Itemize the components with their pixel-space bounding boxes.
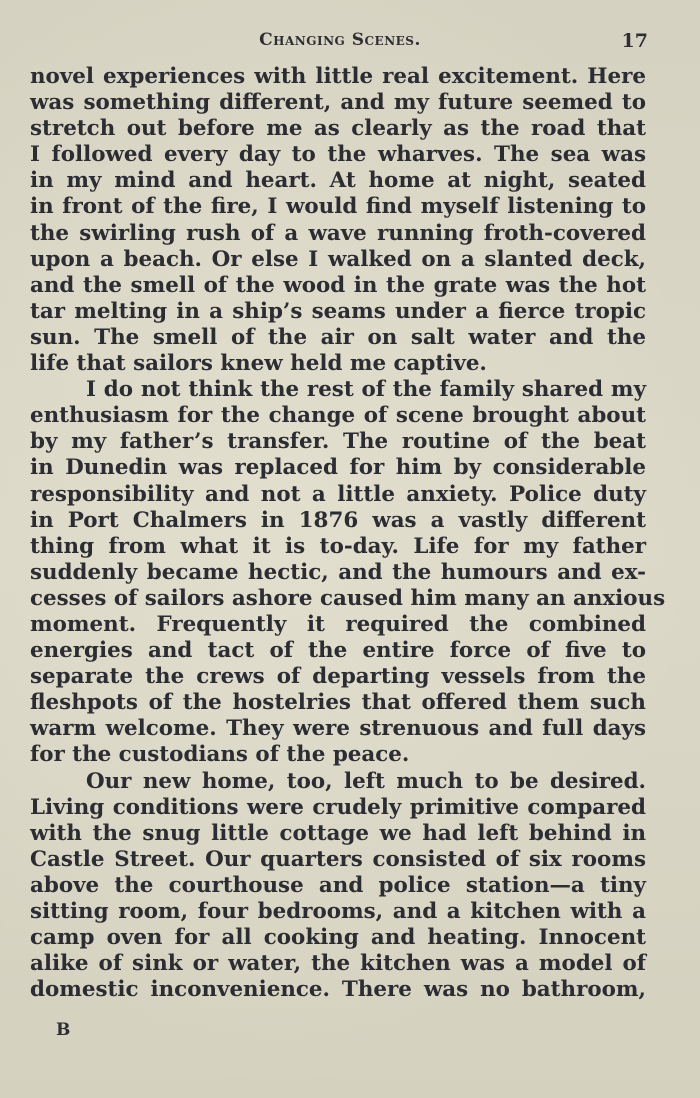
paragraph-start-line: Our new home, too, left much to be desired. <box>86 768 646 794</box>
text-line: separate the crews of departing vessels from the <box>30 664 646 690</box>
text-line: the swirling rush of a wave running froth-covered <box>30 220 646 246</box>
text-line: was something different, and my future seemed to <box>30 90 646 116</box>
body-text <box>30 64 666 1003</box>
text-line: Castle Street. Our quarters consisted of six rooms <box>30 846 646 872</box>
text-line: moment. Frequently it required the combined <box>30 611 646 637</box>
text-line: energies and tact of the entire force of five to <box>30 638 646 664</box>
text-line: in Dunedin was replaced for him by considerable <box>30 455 646 481</box>
text-line: alike of sink or water, the kitchen was a model of <box>30 951 646 977</box>
text-line: thing from what it is to-day. Life for my father <box>30 533 646 559</box>
text-line: I followed every day to the wharves. The sea was <box>30 142 646 168</box>
text-line: sitting room, four bedrooms, and a kitchen with a <box>30 899 646 924</box>
text-line: suddenly became hectic, and the humours and ex- <box>30 559 646 585</box>
text-line: sun. The smell of the air on salt water and the <box>30 324 646 350</box>
signature-mark: B <box>56 1020 71 1040</box>
paragraph-start-line: I do not think the rest of the family shared my <box>86 377 646 403</box>
text-line: in Port Chalmers in 1876 was a vastly different <box>30 507 646 533</box>
text-line: cesses of sailors ashore caused him many an anxious <box>30 585 666 611</box>
text-line: tar melting in a ship’s seams under a fierce tropic <box>30 298 646 324</box>
text-line: camp oven for all cooking and heating. Innocent <box>30 925 646 951</box>
text-line: and the smell of the wood in the grate was the hot <box>30 272 646 298</box>
running-head <box>0 30 700 54</box>
text-line: by my father’s transfer. The routine of the beat <box>30 429 646 455</box>
paragraph-end-line: for the custodians of the peace. <box>30 742 410 768</box>
text-line: domestic inconvenience. There was no bathroom, <box>30 977 646 1003</box>
text-line: fleshpots of the hostelries that offered them such <box>30 690 646 716</box>
text-line: stretch out before me as clearly as the road that <box>30 116 646 142</box>
text-line: enthusiasm for the change of scene brought about <box>30 403 646 429</box>
text-line: novel experiences with little real excitement. Here <box>30 64 646 89</box>
text-line: with the snug little cottage we had left behind in <box>30 820 646 846</box>
text-line: in front of the fire, I would find myself listening to <box>30 194 646 220</box>
text-line: responsibility and not a little anxiety. Police duty <box>30 481 646 507</box>
text-line: upon a beach. Or else I walked on a slanted deck, <box>30 246 646 272</box>
paragraph-end-line: life that sailors knew held me captive. <box>30 351 487 377</box>
text-line: in my mind and heart. At home at night, seated <box>30 168 646 194</box>
text-line: warm welcome. They were strenuous and full days <box>30 716 646 742</box>
chapter-title: Changing Scenes. <box>259 30 421 50</box>
text-line: Living conditions were crudely primitive compared <box>30 794 646 820</box>
page-number: 17 <box>621 30 648 52</box>
text-line: above the courthouse and police station—a tiny <box>30 872 646 898</box>
